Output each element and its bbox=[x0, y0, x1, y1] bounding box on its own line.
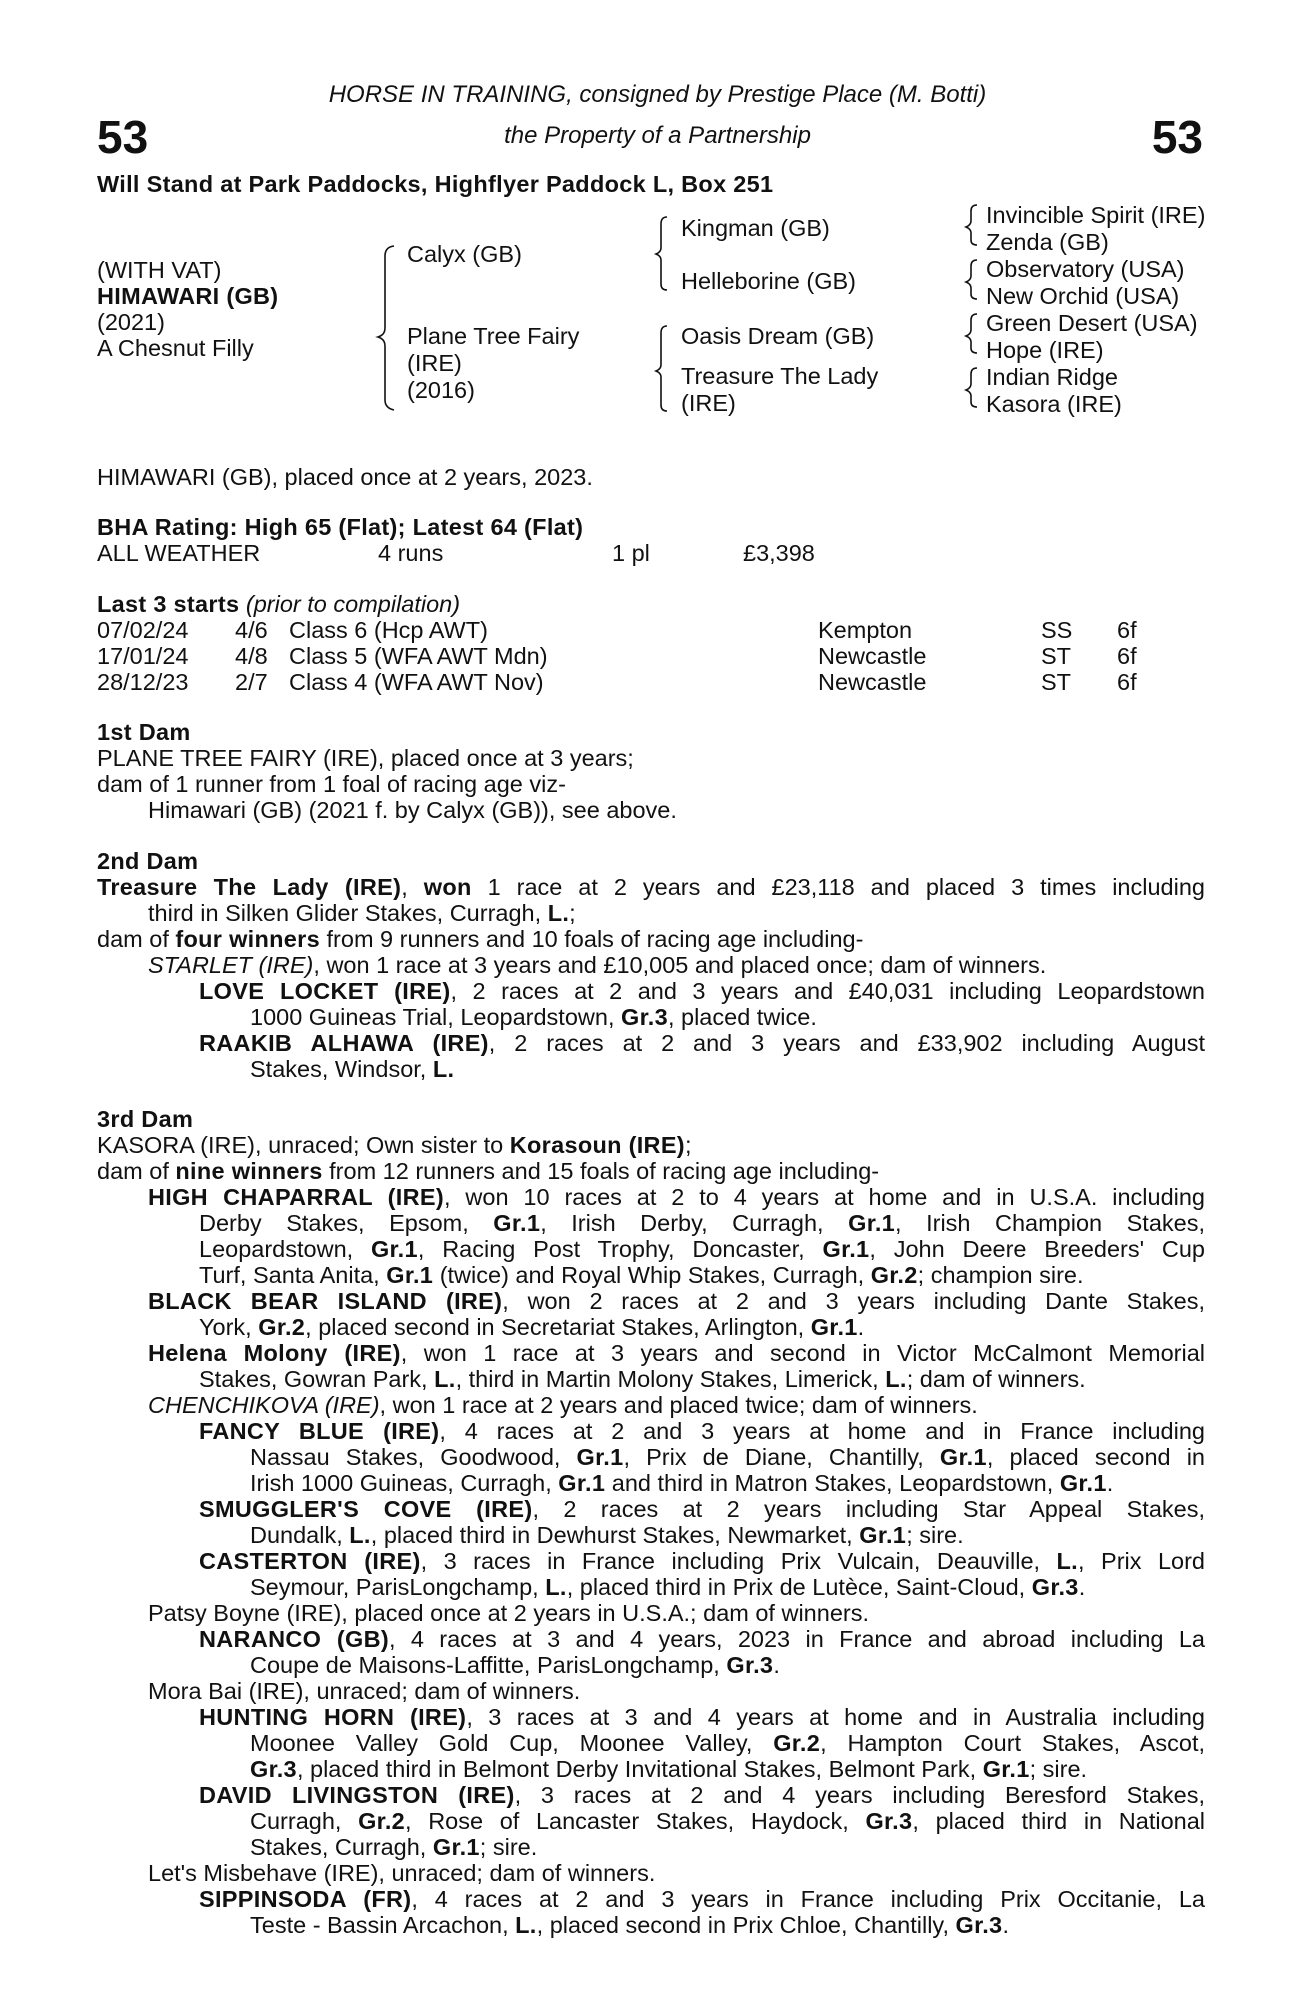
text: Seymour, ParisLongchamp, bbox=[250, 1574, 546, 1600]
text: , 4 races at 2 and 3 years in France including Prix Occitanie, La bbox=[411, 1886, 1205, 1912]
text: , Irish Derby, Curragh, bbox=[540, 1210, 849, 1236]
pedigree-ss: Kingman (GB) bbox=[681, 215, 830, 241]
text: (twice) and Royal Whip Stakes, Curragh, bbox=[433, 1262, 871, 1288]
start-course: Newcastle bbox=[818, 643, 927, 669]
third-dam-line bbox=[199, 1548, 1205, 1574]
text: Teste - Bassin Arcachon, bbox=[250, 1912, 516, 1938]
text: ; dam of winners. bbox=[906, 1366, 1086, 1392]
text: , placed third in Prix de Lutèce, Saint-Cloud, bbox=[566, 1574, 1032, 1600]
pedigree-sds: Observatory (USA) bbox=[986, 256, 1185, 282]
pedigree-sd: Helleborine (GB) bbox=[681, 268, 857, 294]
text: , won 1 race at 2 years and placed twice; dam of winners. bbox=[379, 1392, 978, 1418]
start-race: Class 6 (Hcp AWT) bbox=[289, 617, 488, 643]
pedigree-dd-2: (IRE) bbox=[681, 390, 736, 416]
text: . bbox=[1106, 1470, 1114, 1496]
third-dam-line: Mora Bai (IRE), unraced; dam of winners. bbox=[148, 1678, 581, 1704]
pedigree-sdd: New Orchid (USA) bbox=[986, 283, 1180, 309]
third-dam-line bbox=[199, 1626, 1205, 1652]
text: ; bbox=[684, 1132, 692, 1158]
text: Stakes, Windsor, bbox=[250, 1056, 433, 1082]
pedigree-dd-1: Treasure The Lady bbox=[681, 363, 879, 389]
horse-name-bold: DAVID LIVINGSTON (IRE) bbox=[199, 1782, 515, 1808]
third-dam-line bbox=[199, 1886, 1205, 1912]
text: , Rose of Lancaster Stakes, Haydock, bbox=[405, 1808, 866, 1834]
third-dam-line bbox=[97, 1158, 879, 1184]
text: ; bbox=[569, 900, 576, 926]
grade: Gr.2 bbox=[358, 1808, 406, 1834]
text-bold: nine winners bbox=[175, 1158, 323, 1184]
location-line: Will Stand at Park Paddocks, Highflyer Paddock L, Box 251 bbox=[97, 171, 774, 197]
grade: Gr.3 bbox=[955, 1912, 1003, 1938]
horse-name-bold: BLACK BEAR ISLAND (IRE) bbox=[148, 1288, 503, 1314]
grade: Gr.3 bbox=[726, 1652, 774, 1678]
grade: Gr.1 bbox=[859, 1522, 907, 1548]
pedigree-dam-1: Plane Tree Fairy bbox=[407, 323, 580, 349]
text: . bbox=[1078, 1574, 1086, 1600]
pedigree-ddd: Kasora (IRE) bbox=[986, 391, 1122, 417]
text: from 12 runners and 15 foals of racing age including- bbox=[322, 1158, 880, 1184]
text-bold: won bbox=[423, 874, 472, 900]
grade: L. bbox=[1056, 1548, 1079, 1574]
grade: Gr.1 bbox=[1059, 1470, 1107, 1496]
text: dam of bbox=[97, 1158, 176, 1184]
pedigree-dam-3: (2016) bbox=[407, 377, 475, 403]
rating-title: BHA Rating: High 65 (Flat); Latest 64 (Flat) bbox=[97, 514, 584, 540]
text: ; sire. bbox=[906, 1522, 964, 1548]
third-dam-line bbox=[199, 1314, 864, 1340]
third-dam-line bbox=[199, 1704, 1205, 1730]
third-dam-title: 3rd Dam bbox=[97, 1106, 194, 1132]
text: , placed second in Prix Chloe, Chantilly, bbox=[536, 1912, 956, 1938]
pedigree-dss: Green Desert (USA) bbox=[986, 310, 1198, 336]
text: Irish 1000 Guineas, Curragh, bbox=[250, 1470, 559, 1496]
horse-year: (2021) bbox=[97, 309, 165, 335]
start-date: 17/01/24 bbox=[97, 643, 189, 669]
grade: L. bbox=[547, 900, 570, 926]
text: , placed third in Dewhurst Stakes, Newmarket, bbox=[370, 1522, 860, 1548]
grade: Gr.1 bbox=[848, 1210, 896, 1236]
text: , Irish Champion Stakes, bbox=[895, 1210, 1205, 1236]
third-dam-line: Let's Misbehave (IRE), unraced; dam of winners. bbox=[148, 1860, 656, 1886]
text: , won 10 races at 2 to 4 years at home and in U.S.A. including bbox=[444, 1184, 1205, 1210]
start-going: SS bbox=[1041, 617, 1073, 643]
second-dam-title: 2nd Dam bbox=[97, 848, 199, 874]
text: . bbox=[1002, 1912, 1009, 1938]
text: York, bbox=[199, 1314, 259, 1340]
text: , won 1 race at 3 years and second in Victor McCalmont Memorial bbox=[400, 1340, 1205, 1366]
text: , 2 races at 2 and 3 years and £33,902 including August bbox=[488, 1030, 1205, 1056]
pedigree-dds: Indian Ridge bbox=[986, 364, 1118, 390]
text: Derby Stakes, Epsom, bbox=[199, 1210, 494, 1236]
text: , Racing Post Trophy, Doncaster, bbox=[417, 1236, 823, 1262]
text: , Hampton Court Stakes, Ascot, bbox=[820, 1730, 1206, 1756]
lot-number-left: 53 bbox=[97, 111, 149, 163]
start-distance: 6f bbox=[1117, 669, 1137, 695]
start-going: ST bbox=[1041, 669, 1072, 695]
third-dam-line bbox=[250, 1652, 780, 1678]
grade: Gr.1 bbox=[370, 1236, 418, 1262]
grade: Gr.1 bbox=[558, 1470, 606, 1496]
third-dam-line bbox=[148, 1340, 1205, 1366]
horse-name-italic: CHENCHIKOVA (IRE) bbox=[148, 1392, 380, 1418]
text: , Prix de Diane, Chantilly, bbox=[623, 1444, 940, 1470]
start-position: 4/8 bbox=[235, 643, 268, 669]
pedigree-sire: Calyx (GB) bbox=[407, 241, 522, 267]
text: , placed third in National bbox=[912, 1808, 1205, 1834]
start-position: 4/6 bbox=[235, 617, 268, 643]
second-dam-line bbox=[250, 1056, 454, 1082]
text: Stakes, Curragh, bbox=[250, 1834, 433, 1860]
third-dam-line bbox=[97, 1132, 691, 1158]
horse-name-bold: Helena Molony (IRE) bbox=[148, 1340, 401, 1366]
text: , third in Martin Molony Stakes, Limerick, bbox=[455, 1366, 886, 1392]
third-dam-line bbox=[148, 1392, 978, 1418]
horse-name-bold: FANCY BLUE (IRE) bbox=[199, 1418, 440, 1444]
grade: L. bbox=[432, 1056, 455, 1082]
text: third in Silken Glider Stakes, Curragh, bbox=[148, 900, 548, 926]
horse-name-bold: SIPPINSODA (FR) bbox=[199, 1886, 412, 1912]
text: , won 1 race at 3 years and £10,005 and placed once; dam of winners. bbox=[313, 952, 1047, 978]
third-dam-line bbox=[199, 1496, 1205, 1522]
third-dam-line bbox=[250, 1808, 1205, 1834]
text: . bbox=[773, 1652, 780, 1678]
text: , bbox=[401, 874, 424, 900]
grade: L. bbox=[885, 1366, 907, 1392]
second-dam-line bbox=[199, 978, 1205, 1004]
grade: Gr.1 bbox=[493, 1210, 541, 1236]
text: , John Deere Breeders' Cup bbox=[869, 1236, 1206, 1262]
third-dam-line bbox=[250, 1470, 1113, 1496]
second-dam-line bbox=[148, 952, 1046, 978]
dam-name: Treasure The Lady (IRE) bbox=[97, 874, 402, 900]
text: , placed twice. bbox=[667, 1004, 817, 1030]
grade: Gr.1 bbox=[939, 1444, 987, 1470]
text: . bbox=[857, 1314, 865, 1340]
grade: Gr.1 bbox=[432, 1834, 480, 1860]
second-dam-line bbox=[250, 1004, 817, 1030]
rating-placed: 1 pl bbox=[612, 540, 650, 566]
start-distance: 6f bbox=[1117, 617, 1137, 643]
pedigree-ds: Oasis Dream (GB) bbox=[681, 323, 875, 349]
second-dam-line bbox=[199, 1030, 1205, 1056]
text: , 3 races at 3 and 4 years at home and in Australia including bbox=[466, 1704, 1205, 1730]
third-dam-line bbox=[199, 1262, 1084, 1288]
pedigree-dsd: Hope (IRE) bbox=[986, 337, 1104, 363]
horse-name-bold: CASTERTON (IRE) bbox=[199, 1548, 421, 1574]
text: Turf, Santa Anita, bbox=[199, 1262, 387, 1288]
grade: L. bbox=[434, 1366, 456, 1392]
pedigree-ssd: Zenda (GB) bbox=[986, 229, 1109, 255]
grade: L. bbox=[349, 1522, 371, 1548]
horse-name-bold: Korasoun (IRE) bbox=[509, 1132, 685, 1158]
start-course: Newcastle bbox=[818, 669, 927, 695]
text: , 2 races at 2 and 3 years and £40,031 including Leopardstown bbox=[450, 978, 1206, 1004]
last-starts-heading bbox=[97, 591, 460, 617]
grade: L. bbox=[515, 1912, 537, 1938]
text: and third in Matron Stakes, Leopardstown, bbox=[605, 1470, 1060, 1496]
text: , placed third in Belmont Derby Invitational Stakes, Belmont Park, bbox=[296, 1756, 983, 1782]
rating-surface: ALL WEATHER bbox=[97, 540, 261, 566]
second-dam-line bbox=[148, 900, 576, 926]
third-dam-line bbox=[250, 1522, 964, 1548]
property-line: the Property of a Partnership bbox=[504, 122, 811, 149]
text: , 3 races at 2 and 4 years including Beresford Stakes, bbox=[514, 1782, 1205, 1808]
first-dam-line: PLANE TREE FAIRY (IRE), placed once at 3 years; bbox=[97, 745, 634, 771]
horse-description: A Chesnut Filly bbox=[97, 335, 254, 361]
text: dam of bbox=[97, 926, 176, 952]
text: , 4 races at 3 and 4 years, 2023 in France and abroad including La bbox=[388, 1626, 1205, 1652]
text: , 3 races in France including Prix Vulcain, Deauville, bbox=[420, 1548, 1057, 1574]
pedigree-sss: Invincible Spirit (IRE) bbox=[986, 202, 1206, 228]
start-race: Class 5 (WFA AWT Mdn) bbox=[289, 643, 548, 669]
horse-name-bold: RAAKIB ALHAWA (IRE) bbox=[199, 1030, 489, 1056]
horse-name-bold: NARANCO (GB) bbox=[199, 1626, 389, 1652]
start-position: 2/7 bbox=[235, 669, 268, 695]
grade: Gr.1 bbox=[822, 1236, 870, 1262]
text: 1000 Guineas Trial, Leopardstown, bbox=[250, 1004, 622, 1030]
vat-note: (WITH VAT) bbox=[97, 257, 222, 283]
third-dam-line bbox=[250, 1756, 1087, 1782]
first-dam-line: dam of 1 runner from 1 foal of racing age viz- bbox=[97, 771, 566, 797]
grade: Gr.2 bbox=[773, 1730, 821, 1756]
text: Coupe de Maisons-Laffitte, ParisLongchamp, bbox=[250, 1652, 727, 1678]
grade: Gr.1 bbox=[386, 1262, 434, 1288]
text-bold: four winners bbox=[175, 926, 320, 952]
start-course: Kempton bbox=[818, 617, 913, 643]
start-going: ST bbox=[1041, 643, 1072, 669]
grade: Gr.1 bbox=[982, 1756, 1030, 1782]
text: ; champion sire. bbox=[917, 1262, 1084, 1288]
grade: Gr.1 bbox=[576, 1444, 624, 1470]
rating-earnings: £3,398 bbox=[743, 540, 815, 566]
lot-number-right: 53 bbox=[1151, 111, 1203, 163]
rating-runs: 4 runs bbox=[378, 540, 444, 566]
third-dam-line bbox=[250, 1912, 1009, 1938]
grade: Gr.2 bbox=[870, 1262, 918, 1288]
first-dam-title: 1st Dam bbox=[97, 719, 191, 745]
third-dam-line bbox=[199, 1418, 1205, 1444]
text: , Prix Lord bbox=[1078, 1548, 1205, 1574]
third-dam-line bbox=[148, 1184, 1205, 1210]
consignment-line: HORSE IN TRAINING, consigned by Prestige Place (M. Botti) bbox=[328, 81, 987, 108]
text: from 9 runners and 10 foals of racing age including- bbox=[320, 926, 864, 952]
text: Leopardstown, bbox=[199, 1236, 371, 1262]
text: KASORA (IRE), unraced; Own sister to bbox=[97, 1132, 510, 1158]
third-dam-line bbox=[250, 1444, 1205, 1470]
grade: Gr.2 bbox=[258, 1314, 306, 1340]
first-dam-line: Himawari (GB) (2021 f. by Calyx (GB)), see above. bbox=[148, 797, 677, 823]
last-starts-note: (prior to compilation) bbox=[245, 591, 461, 617]
text: , won 2 races at 2 and 3 years including Dante Stakes, bbox=[502, 1288, 1206, 1314]
pedigree-dam-2: (IRE) bbox=[407, 350, 462, 376]
grade: Gr.3 bbox=[865, 1808, 913, 1834]
horse-name-bold: HIGH CHAPARRAL (IRE) bbox=[148, 1184, 445, 1210]
grade: Gr.1 bbox=[810, 1314, 858, 1340]
grade: Gr.3 bbox=[250, 1756, 297, 1782]
text: , placed second in Secretariat Stakes, Arlington, bbox=[305, 1314, 811, 1340]
grade: L. bbox=[545, 1574, 567, 1600]
text: ; sire. bbox=[479, 1834, 538, 1860]
third-dam-line bbox=[199, 1236, 1205, 1262]
horse-name: HIMAWARI (GB) bbox=[97, 283, 279, 309]
third-dam-line bbox=[250, 1730, 1205, 1756]
race-summary: HIMAWARI (GB), placed once at 2 years, 2023. bbox=[97, 464, 593, 490]
third-dam-line bbox=[199, 1210, 1205, 1236]
horse-name-italic: STARLET (IRE) bbox=[148, 952, 314, 978]
third-dam-line bbox=[199, 1366, 1086, 1392]
start-date: 07/02/24 bbox=[97, 617, 189, 643]
start-race: Class 4 (WFA AWT Nov) bbox=[289, 669, 544, 695]
second-dam-line bbox=[97, 874, 1205, 900]
start-date: 28/12/23 bbox=[97, 669, 189, 695]
third-dam-line bbox=[148, 1288, 1205, 1314]
grade: Gr.3 bbox=[1031, 1574, 1079, 1600]
third-dam-line bbox=[199, 1782, 1205, 1808]
text: , 4 races at 2 and 3 years at home and in France including bbox=[439, 1418, 1205, 1444]
start-distance: 6f bbox=[1117, 643, 1137, 669]
second-dam-line bbox=[97, 926, 863, 952]
third-dam-line: Patsy Boyne (IRE), placed once at 2 years in U.S.A.; dam of winners. bbox=[148, 1600, 869, 1626]
horse-name-bold: SMUGGLER'S COVE (IRE) bbox=[199, 1496, 533, 1522]
text: , 2 races at 2 years including Star Appeal Stakes, bbox=[532, 1496, 1205, 1522]
text: 1 race at 2 years and £23,118 and placed 3 times including bbox=[471, 874, 1205, 900]
text: Dundalk, bbox=[250, 1522, 350, 1548]
third-dam-line bbox=[250, 1574, 1085, 1600]
text: , placed second in bbox=[986, 1444, 1205, 1470]
third-dam-line bbox=[250, 1834, 537, 1860]
text: Stakes, Gowran Park, bbox=[199, 1366, 435, 1392]
horse-name-bold: HUNTING HORN (IRE) bbox=[199, 1704, 467, 1730]
text: Moonee Valley Gold Cup, Moonee Valley, bbox=[250, 1730, 774, 1756]
text: ; sire. bbox=[1029, 1756, 1088, 1782]
last-starts-title: Last 3 starts bbox=[97, 591, 240, 617]
text: Nassau Stakes, Goodwood, bbox=[250, 1444, 577, 1470]
text: Curragh, bbox=[250, 1808, 359, 1834]
grade: Gr.3 bbox=[621, 1004, 668, 1030]
horse-name-bold: LOVE LOCKET (IRE) bbox=[199, 978, 451, 1004]
